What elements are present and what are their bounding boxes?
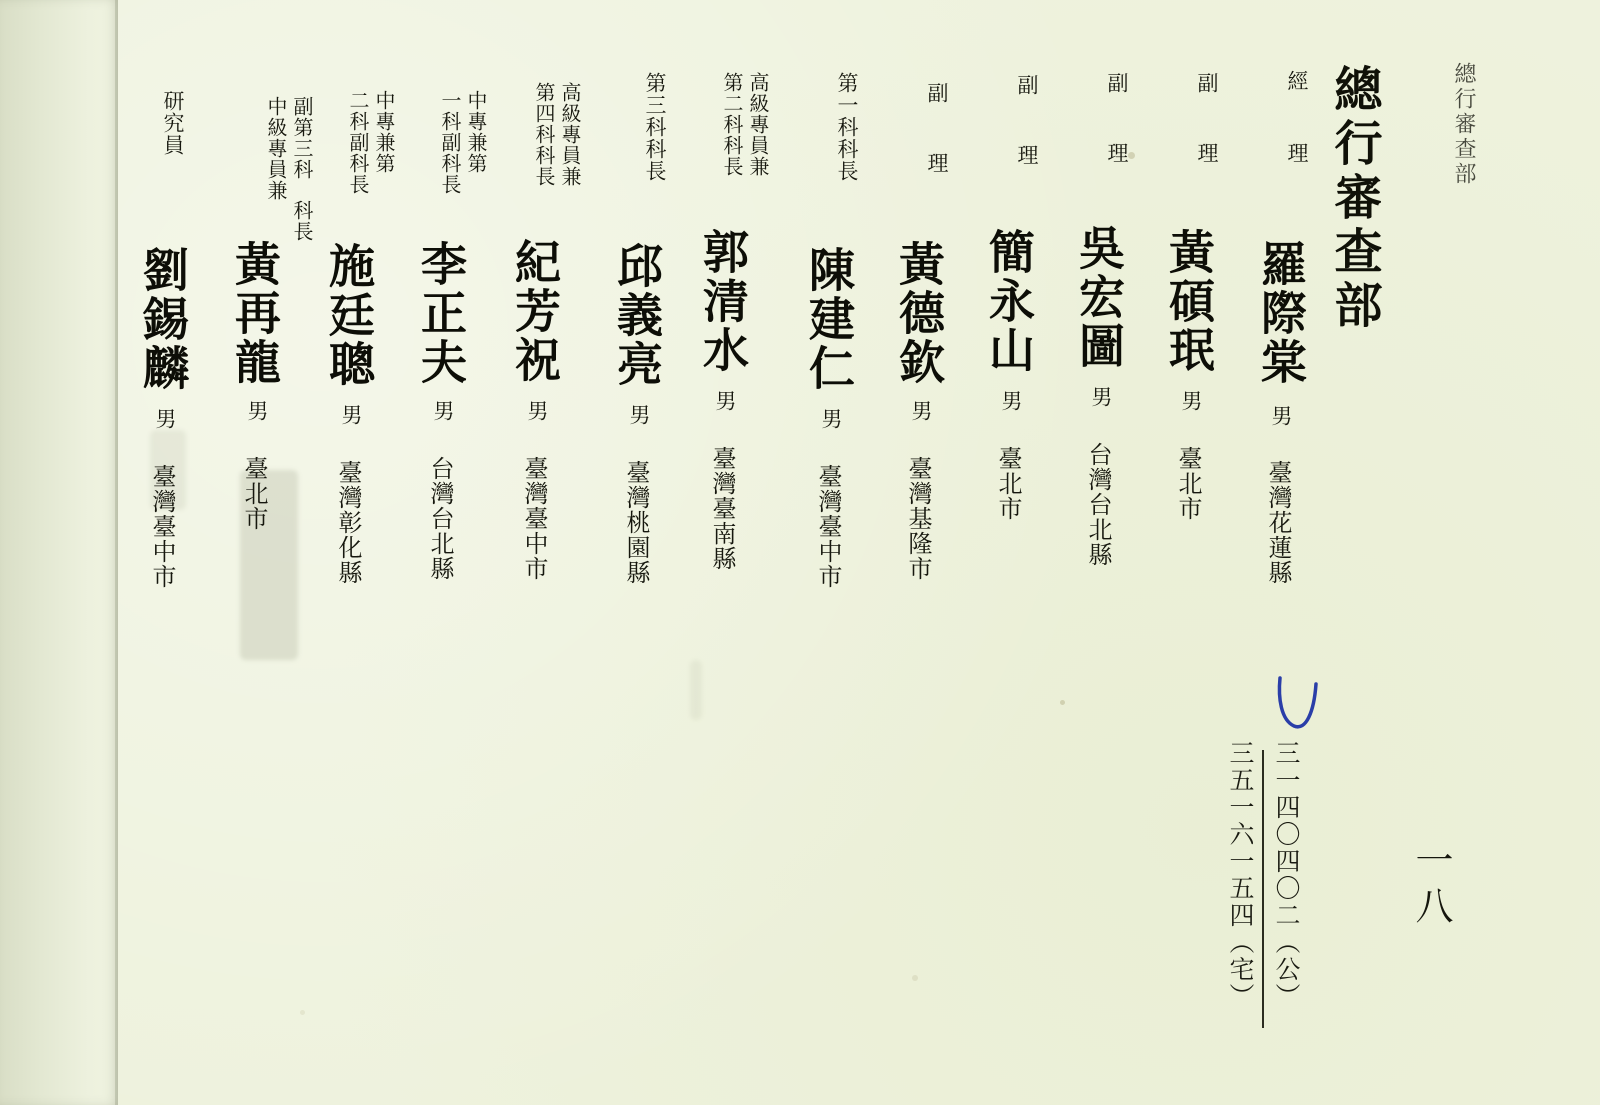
roster-entry xyxy=(792,60,872,700)
entry-origin: 臺灣臺中市 xyxy=(520,456,548,581)
entry-title-line: 中專兼第 xyxy=(464,90,488,174)
entry-name: 邱義亮 xyxy=(610,242,664,389)
entry-title-line: 第一科科長 xyxy=(835,72,859,182)
entry-name: 李正夫 xyxy=(414,240,468,387)
page-gutter xyxy=(0,0,118,1105)
entry-name: 黃德欽 xyxy=(892,240,946,387)
entry-origin: 臺灣臺中市 xyxy=(148,464,176,589)
entry-title-line: 第三科科長 xyxy=(643,72,667,182)
entry-title-line: 理 xyxy=(1285,142,1309,164)
entry-title-line: 科長 xyxy=(290,200,314,242)
entry-sex: 男 xyxy=(713,390,737,411)
roster-entry xyxy=(404,60,500,700)
entry-origin: 臺灣花蓮縣 xyxy=(1264,460,1292,585)
entry-sex: 男 xyxy=(1179,390,1203,411)
entry-title-line: 一科副科長 xyxy=(438,90,462,195)
entry-sex: 男 xyxy=(909,400,933,421)
entry-name: 劉錫麟 xyxy=(136,246,190,393)
entry-title-line: 第四科科長 xyxy=(532,82,556,187)
entry-origin: 臺北市 xyxy=(994,446,1022,521)
entry-origin: 臺北市 xyxy=(1174,446,1202,521)
entry-title-line: 第二科科長 xyxy=(720,72,744,177)
entry-title-line: 理 xyxy=(1195,142,1219,164)
entry-name: 郭清水 xyxy=(696,228,750,375)
roster-entry xyxy=(312,60,408,700)
entry-sex: 男 xyxy=(525,400,549,421)
contact-phone-block xyxy=(1218,740,1318,1030)
entry-origin: 臺灣臺中市 xyxy=(814,464,842,589)
entry-sex: 男 xyxy=(431,400,455,421)
entry-title-line: 副 xyxy=(1015,74,1039,96)
entry-title-line: 理 xyxy=(925,152,949,174)
entry-name: 簡永山 xyxy=(982,228,1036,375)
entry-origin: 臺灣臺南縣 xyxy=(708,446,736,571)
entry-name: 陳建仁 xyxy=(802,246,856,393)
entry-title-line: 中專兼第 xyxy=(372,90,396,174)
running-title: 總行審查部 xyxy=(1451,62,1476,187)
entry-title-line: 副 xyxy=(1105,72,1129,94)
phone-number-office: 三一四〇四〇二（公） xyxy=(1272,740,1301,1010)
entry-title-line: 副第三科 xyxy=(290,96,314,180)
entry-title-line: 理 xyxy=(1015,144,1039,166)
entry-title-line: 研究員 xyxy=(161,90,185,156)
entry-title-line: 副 xyxy=(1195,72,1219,94)
paper-speck xyxy=(300,1010,305,1015)
entry-name: 施廷聰 xyxy=(322,242,376,389)
page-number: 一八 xyxy=(1409,840,1453,932)
roster-entry xyxy=(132,60,212,700)
entry-title-line: 二科副科長 xyxy=(346,90,370,195)
entry-origin: 台灣台北縣 xyxy=(426,456,454,581)
roster-entry xyxy=(498,60,594,700)
entry-sex: 男 xyxy=(627,404,651,425)
page-title: 總行審查部 xyxy=(1326,64,1382,334)
phone-divider-rule xyxy=(1262,750,1264,1028)
roster-entry xyxy=(1240,60,1320,700)
entry-title-line: 中級專員兼 xyxy=(264,96,288,201)
entry-name: 黃再龍 xyxy=(228,240,282,387)
entry-title-line: 經 xyxy=(1285,70,1309,92)
entry-name: 羅際棠 xyxy=(1254,240,1308,387)
paper-speck xyxy=(1060,700,1065,705)
roster-entry xyxy=(1062,60,1142,700)
entry-sex: 男 xyxy=(1269,405,1293,426)
roster-entry xyxy=(1152,60,1232,700)
entry-origin: 台灣台北縣 xyxy=(1084,442,1112,567)
paper-speck xyxy=(912,975,918,981)
entry-title-line: 理 xyxy=(1105,142,1129,164)
entry-sex: 男 xyxy=(819,408,843,429)
roster-entry xyxy=(882,60,962,700)
entry-name: 吳宏圖 xyxy=(1072,224,1126,371)
entry-sex: 男 xyxy=(245,400,269,421)
entry-origin: 臺北市 xyxy=(240,456,268,531)
roster-entry xyxy=(686,60,782,700)
entry-title-line: 副 xyxy=(925,82,949,104)
entry-sex: 男 xyxy=(999,390,1023,411)
roster-entry xyxy=(972,60,1052,700)
roster-entry xyxy=(600,60,680,700)
entry-sex: 男 xyxy=(153,408,177,429)
entry-name: 紀芳祝 xyxy=(508,238,562,385)
roster-entry xyxy=(218,60,326,700)
entry-origin: 臺灣桃園縣 xyxy=(622,460,650,585)
phone-number-home: 三五一六一五四（宅） xyxy=(1226,740,1255,1010)
entry-sex: 男 xyxy=(339,404,363,425)
entry-origin: 臺灣基隆市 xyxy=(904,456,932,581)
entry-name: 黃碩珉 xyxy=(1162,228,1216,375)
entry-sex: 男 xyxy=(1089,386,1113,407)
entry-title-line: 高級專員兼 xyxy=(746,72,770,177)
entry-title-line: 高級專員兼 xyxy=(558,82,582,187)
entry-origin: 臺灣彰化縣 xyxy=(334,460,362,585)
